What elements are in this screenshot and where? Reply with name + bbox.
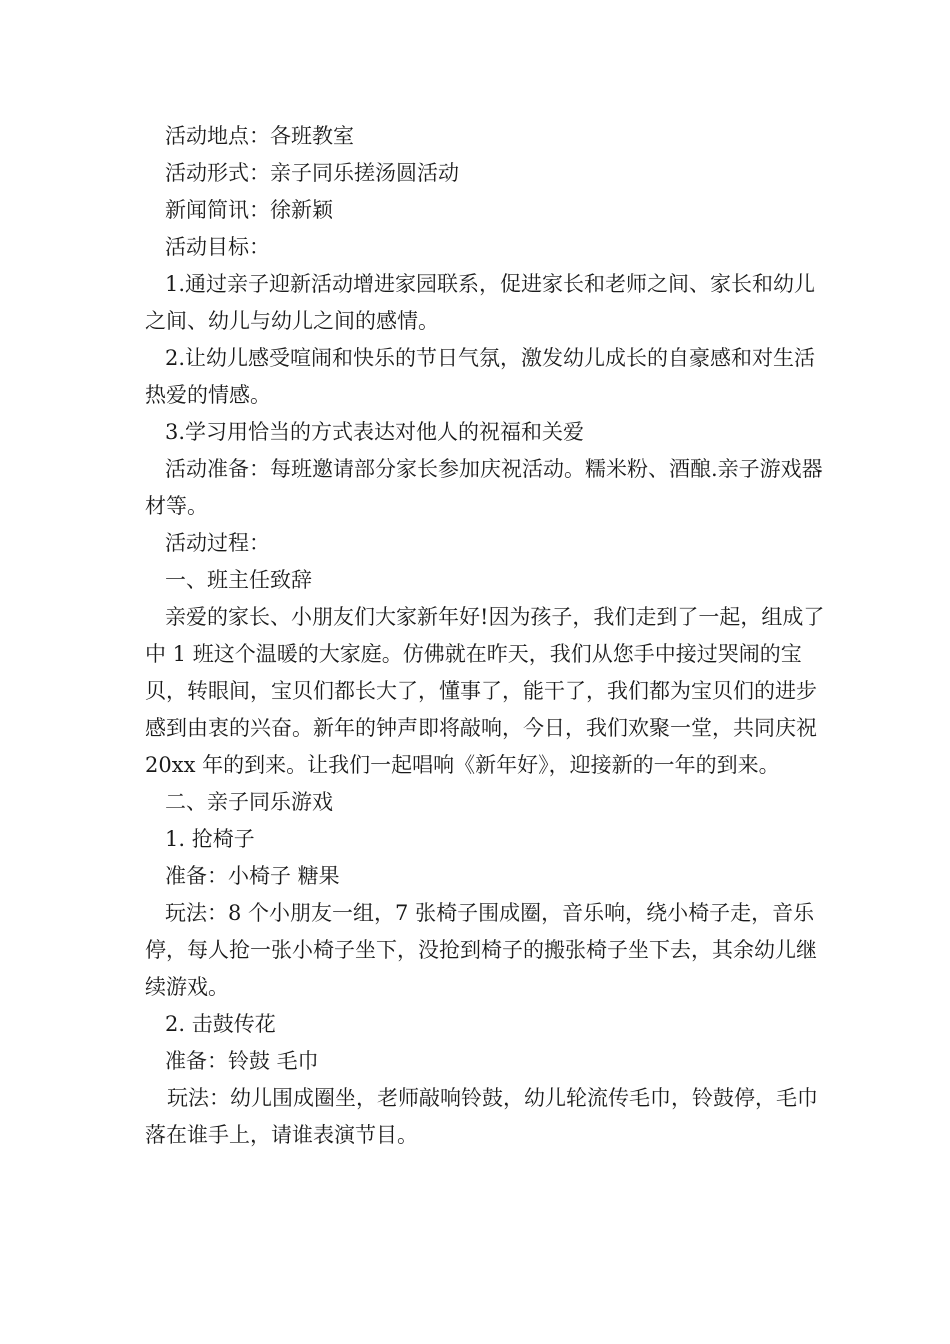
paragraph-goal-3: 3.学习用恰当的方式表达对他人的祝福和关爱 [165, 420, 585, 444]
paragraph-process-heading: 活动过程： [165, 531, 270, 555]
paragraph-game-1-prep: 准备：小椅子 糖果 [165, 864, 340, 888]
paragraph-game-2-prep: 准备：铃鼓 毛巾 [165, 1049, 319, 1073]
paragraph-game-2-rules: 玩法：幼儿围成圈坐，老师敲响铃鼓，幼儿轮流传毛巾，铃鼓停，毛巾落在谁手上，请谁表演节目。 [145, 1086, 818, 1147]
paragraph-preparation: 活动准备：每班邀请部分家长参加庆祝活动。糯米粉、酒酿.亲子游戏器材等。 [145, 457, 823, 518]
paragraph-section-1: 一、班主任致辞 [165, 568, 312, 592]
paragraph-section-2: 二、亲子同乐游戏 [165, 790, 333, 814]
document-body [145, 118, 825, 1154]
paragraph-game-1-rules: 玩法：8 个小朋友一组，7 张椅子围成圈，音乐响，绕小椅子走，音乐停，每人抢一张小椅子坐下，没抢到椅子的搬张椅子坐下去，其余幼儿继续游戏。 [145, 901, 817, 999]
paragraph-news: 新闻简讯：徐新颖 [165, 198, 333, 222]
paragraph-goals-heading: 活动目标： [165, 235, 270, 259]
paragraph-goal-1: 1.通过亲子迎新活动增进家园联系，促进家长和老师之间、家长和幼儿之间、幼儿与幼儿之间的感情。 [145, 272, 816, 333]
paragraph-game-2-title: 2. 击鼓传花 [165, 1012, 276, 1036]
paragraph-goal-2: 2.让幼儿感受喧闹和快乐的节日气氛，激发幼儿成长的自豪感和对生活热爱的情感。 [145, 346, 816, 407]
paragraph-game-1-title: 1. 抢椅子 [165, 827, 255, 851]
paragraph-location: 活动地点：各班教室 [165, 124, 354, 148]
paragraph-format: 活动形式：亲子同乐搓汤圆活动 [165, 161, 459, 185]
paragraph-speech: 亲爱的家长、小朋友们大家新年好!因为孩子，我们走到了一起，组成了中 1 班这个温暖的大家庭。仿佛就在昨天，我们从您手中接过哭闹的宝贝，转眼间，宝贝们都长大了，懂事了，能干了，我们都为宝贝们的进步感到由衷的兴奋。新年的钟声即将敲响，今日，我们欢聚一堂，共同庆祝 20xx 年的到来。让我们一起唱响《新年好》，迎接新的一年的到来。 [145, 605, 825, 777]
